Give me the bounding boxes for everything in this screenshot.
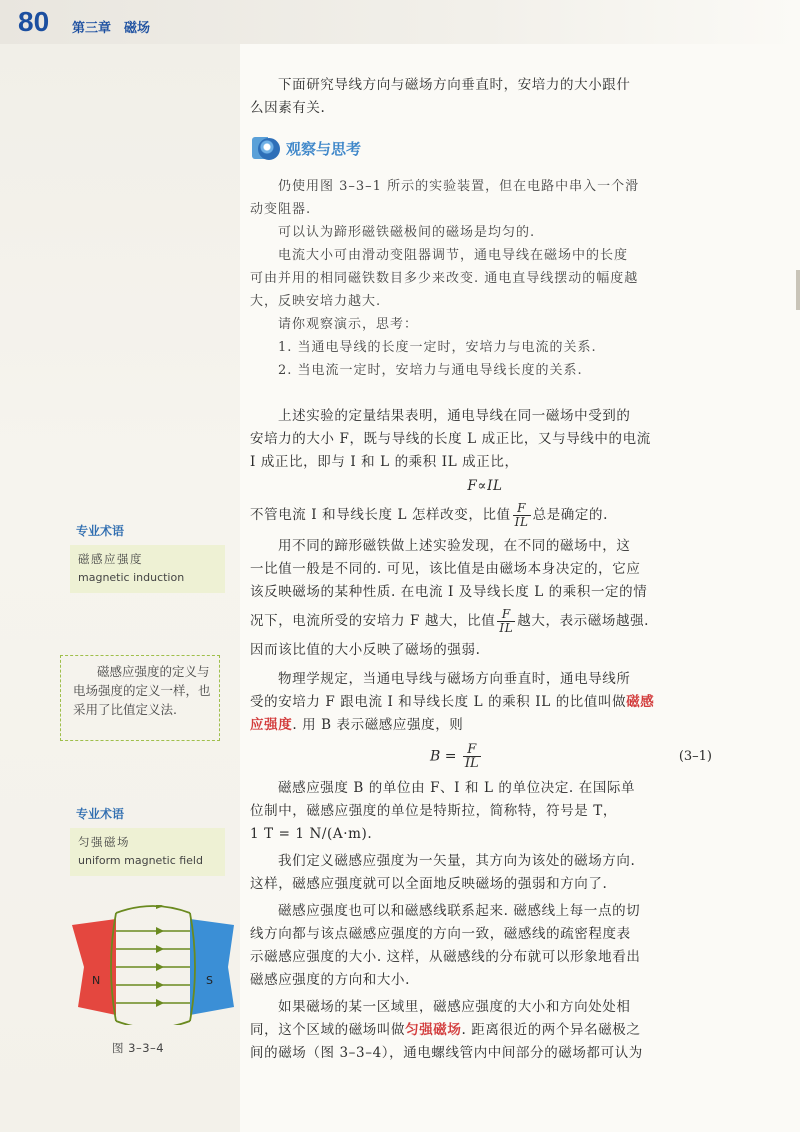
glossary-heading-2: 专业术语 <box>76 807 125 821</box>
observe-p2: 可以认为蹄形磁铁磁极间的磁场是均匀的. <box>278 225 536 240</box>
body-r22: 如果磁场的某一区域里，磁感应强度的大小和方向处处相 <box>278 999 631 1015</box>
body-r11 <box>250 691 720 714</box>
body-r4a: 不管电流 I 和导线长度 L 怎样改变，比值 <box>250 507 511 523</box>
observe-p3a: 电流大小可由滑动变阻器调节，通电导线在磁场中的长度 <box>278 248 629 263</box>
glossary-term-2 <box>70 805 225 876</box>
magnet-field-figure <box>72 905 234 1025</box>
main-body <box>250 405 720 1065</box>
glossary-body-1 <box>70 545 225 593</box>
observe-p1a: 仍使用图 3–3–1 所示的实验装置，但在电路中串入一个滑 <box>278 179 640 194</box>
side-note-text: 磁感应强度的定义与电场强度的定义一样，也采用了比值定义法. <box>73 664 211 717</box>
glossary-term-1 <box>70 522 225 593</box>
body-r13: 磁感应强度 B 的单位由 F、I 和 L 的单位决定. 在国际单 <box>278 780 636 796</box>
observe-p3b: 可由并用的相同磁铁数目多少来改变. 通电直导线摆动的幅度越 <box>250 271 639 286</box>
term-magnetic-induction-2: 应强度 <box>250 717 293 733</box>
observe-q1: 1. 当通电导线的长度一定时，安培力与电流的关系. <box>278 340 597 355</box>
south-label: S <box>206 974 213 987</box>
body-r17: 这样，磁感应强度就可以全面地反映磁场的强弱和方向了. <box>250 876 608 892</box>
body-r18: 磁感应强度也可以和磁感线联系起来. 磁感线上每一点的切 <box>278 903 641 919</box>
observe-section-title <box>252 135 452 161</box>
fraction-numerator: F <box>513 502 531 516</box>
body-r15: 1 T = 1 N/(A·m). <box>250 826 373 842</box>
term-magnetic-induction-1: 磁感 <box>626 694 655 710</box>
fraction-numerator-2: F <box>497 608 515 622</box>
observe-p3c: 大，反映安培力越大. <box>250 294 382 309</box>
body-r3: I 成正比，即与 I 和 L 的乘积 IL 成正比， <box>250 454 519 470</box>
glossary-body-2 <box>70 828 225 876</box>
glossary-heading-1: 专业术语 <box>76 524 125 538</box>
ratio-fraction-2 <box>497 608 515 635</box>
south-pole-magnet <box>190 919 234 1015</box>
body-r24: 间的磁场（图 3–3–4），通电螺线管内中间部分的磁场都可认为 <box>250 1045 643 1061</box>
equation-body <box>430 743 483 770</box>
body-r9: 因而该比值的大小反映了磁场的强弱. <box>250 642 481 658</box>
intro-paragraph <box>250 74 720 120</box>
equation-lhs: B = <box>430 748 457 765</box>
body-r2: 安培力的大小 F，既与导线的长度 L 成正比，又与导线中的电流 <box>250 431 651 447</box>
field-line-bottom-arc <box>116 1021 190 1025</box>
body-r8a: 况下，电流所受的安培力 F 越大，比值 <box>250 613 496 629</box>
formula-proportional: F∝IL <box>467 478 503 494</box>
equation-fraction <box>463 743 481 770</box>
body-r7: 该反映磁场的某种性质. 在电流 I 及导线长度 L 的乘积一定的情 <box>250 584 648 600</box>
body-r14: 位制中，磁感应强度的单位是特斯拉，简称特，符号是 T， <box>250 803 617 819</box>
intro-line-1: 下面研究导线方向与磁场方向垂直时，安培力的大小跟什 <box>278 77 631 93</box>
observe-q2: 2. 当电流一定时，安培力与通电导线长度的关系. <box>278 363 583 378</box>
body-r4 <box>250 502 720 529</box>
field-arrows <box>156 905 164 1025</box>
observe-p1b: 动变阻器. <box>250 202 312 217</box>
body-r23 <box>250 1019 720 1042</box>
observe-title-label: 观察与思考 <box>286 140 362 158</box>
body-r20: 示磁感应强度的大小. 这样，从磁感线的分布就可以形象地看出 <box>250 949 641 965</box>
body-r8b: 越大，表示磁场越强. <box>517 613 650 629</box>
body-r10: 物理学规定，当通电导线与磁场方向垂直时，通电导线所 <box>278 671 631 687</box>
glossary-en-1: magnetic induction <box>78 571 185 584</box>
chapter-title: 第三章 磁场 <box>72 21 151 36</box>
body-r19: 线方向都与该点磁感应强度的方向一致，磁感线的疏密程度表 <box>250 926 631 942</box>
body-r21: 磁感应强度的方向和大小. <box>250 972 410 988</box>
body-r12 <box>250 714 720 737</box>
fraction-denominator-2: IL <box>499 621 514 635</box>
term-uniform-field: 匀强磁场 <box>405 1022 462 1038</box>
body-r11a: 受的安培力 F 跟电流 I 和导线长度 L 的乘积 IL 的比值叫做 <box>250 694 627 710</box>
uniform-field-lines <box>116 931 190 1003</box>
body-r1: 上述实验的定量结果表明，通电导线在同一磁场中受到的 <box>278 408 631 424</box>
glossary-cn-2: 匀强磁场 <box>78 835 130 849</box>
body-r8 <box>250 608 720 635</box>
figure-caption: 图 3–3–4 <box>112 1041 165 1055</box>
body-r5: 用不同的蹄形磁铁做上述实验发现，在不同的磁场中，这 <box>278 538 631 554</box>
glossary-cn-1: 磁感应强度 <box>78 552 143 566</box>
equation-numerator: F <box>463 743 481 757</box>
side-note <box>60 655 220 741</box>
equation-number: (3–1) <box>678 749 712 764</box>
field-line-top-arc <box>116 906 190 913</box>
eye-icon <box>258 138 280 160</box>
observe-block <box>250 175 720 382</box>
page-header <box>0 0 800 44</box>
north-label: N <box>92 974 101 987</box>
glossary-en-2: uniform magnetic field <box>78 854 203 867</box>
north-pole-magnet <box>72 919 116 1015</box>
body-r4b: 总是确定的. <box>532 507 608 523</box>
body-r12b: . 用 B 表示磁感应强度，则 <box>292 717 464 733</box>
body-r6: 一比值一般是不同的. 可见，该比值是由磁场本身决定的，它应 <box>250 561 641 577</box>
observe-p4: 请你观察演示，思考： <box>278 317 419 332</box>
fraction-denominator: IL <box>514 515 529 529</box>
page-number: 80 <box>18 6 50 37</box>
page-edge-mark <box>796 270 800 310</box>
equation-denominator: IL <box>464 756 479 771</box>
equation-3-3-1 <box>250 737 720 777</box>
intro-line-2: 么因素有关. <box>250 100 326 116</box>
body-r23b: . 距离很近的两个异名磁极之 <box>461 1022 641 1038</box>
body-r16: 我们定义磁感应强度为一矢量，其方向为该处的磁场方向. <box>278 853 636 869</box>
ratio-fraction <box>513 502 531 529</box>
body-r23a: 同，这个区域的磁场叫做 <box>250 1022 406 1038</box>
